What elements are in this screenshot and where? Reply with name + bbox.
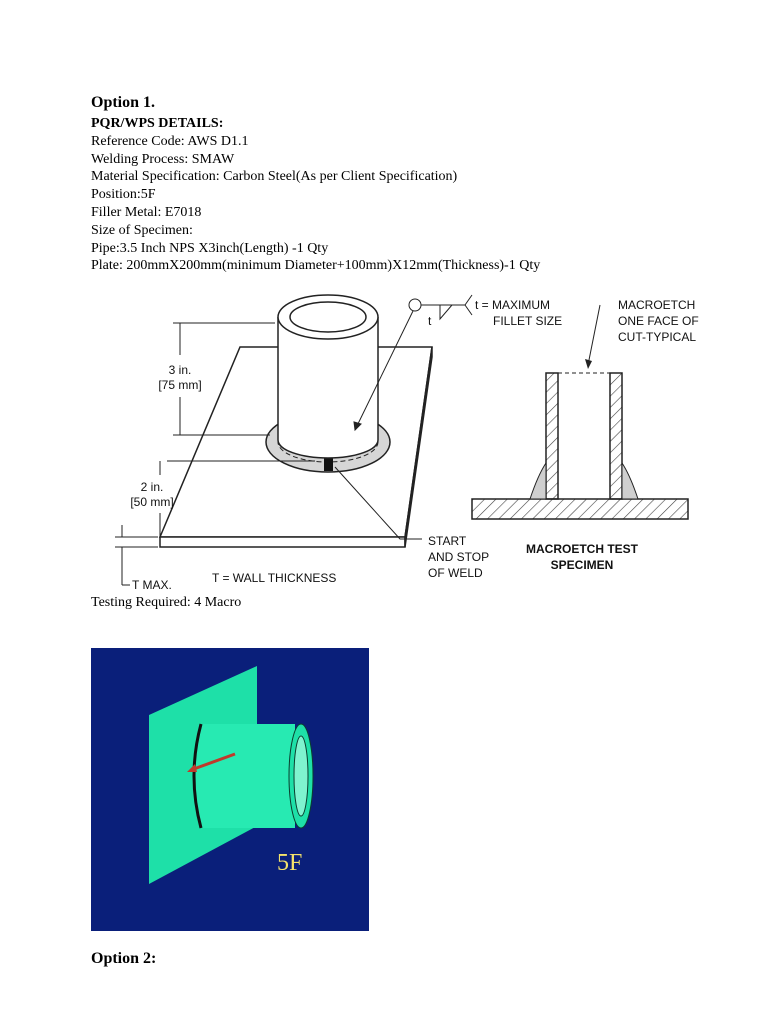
weld-test-diagram: [110, 285, 700, 590]
t-max-label: T MAX.: [132, 578, 172, 590]
pqr-wps-details: [91, 115, 540, 275]
position: Position:5F: [91, 187, 156, 203]
details-heading: PQR/WPS DETAILS:: [91, 116, 224, 131]
pipe-size: Pipe:3.5 Inch NPS X3inch(Length) -1 Qty: [91, 240, 329, 256]
filler-metal: Filler Metal: E7018: [91, 204, 202, 220]
weld-symbol-t: t: [428, 314, 432, 328]
material-specification: Material Specification: Carbon Steel(As per Client Specification): [91, 169, 458, 185]
macroetch-test-line1: MACROETCH TEST: [526, 542, 638, 556]
pipe-render: [194, 724, 313, 828]
macroetch-test-line2: SPECIMEN: [550, 558, 614, 572]
testing-required: Testing Required: 4 Macro: [91, 595, 242, 610]
pipe-drawing: [278, 295, 378, 458]
5f-position-image: [91, 648, 369, 931]
dim-50mm: [50 mm]: [130, 495, 174, 509]
start-stop-line3: OF WELD: [428, 566, 483, 580]
macroetch-line1: MACROETCH: [618, 298, 696, 312]
start-stop-line1: START: [428, 534, 467, 548]
welding-process: Welding Process: SMAW: [91, 151, 235, 167]
macroetch-line3: CUT-TYPICAL: [618, 330, 697, 344]
plate-size: Plate: 200mmX200mm(minimum Diameter+100mm)X12mm(Thickness)-1 Qty: [91, 258, 541, 274]
dim-2in: 2 in.: [140, 480, 164, 494]
dim-75mm: [75 mm]: [158, 378, 202, 392]
start-stop-line2: AND STOP: [428, 550, 490, 564]
position-label: 5F: [277, 850, 303, 876]
wall-thickness-label: T = WALL THICKNESS: [212, 571, 337, 585]
size-of-specimen: Size of Specimen:: [91, 222, 193, 238]
max-fillet-line1: t = MAXIMUM: [475, 298, 551, 312]
option2-heading: Option 2:: [91, 950, 157, 967]
dim-3in: 3 in.: [168, 363, 192, 377]
max-fillet-line2: FILLET SIZE: [493, 314, 563, 328]
reference-code: Reference Code: AWS D1.1: [91, 133, 249, 149]
option1-heading: Option 1.: [91, 94, 156, 111]
macroetch-line2: ONE FACE OF: [618, 314, 699, 328]
